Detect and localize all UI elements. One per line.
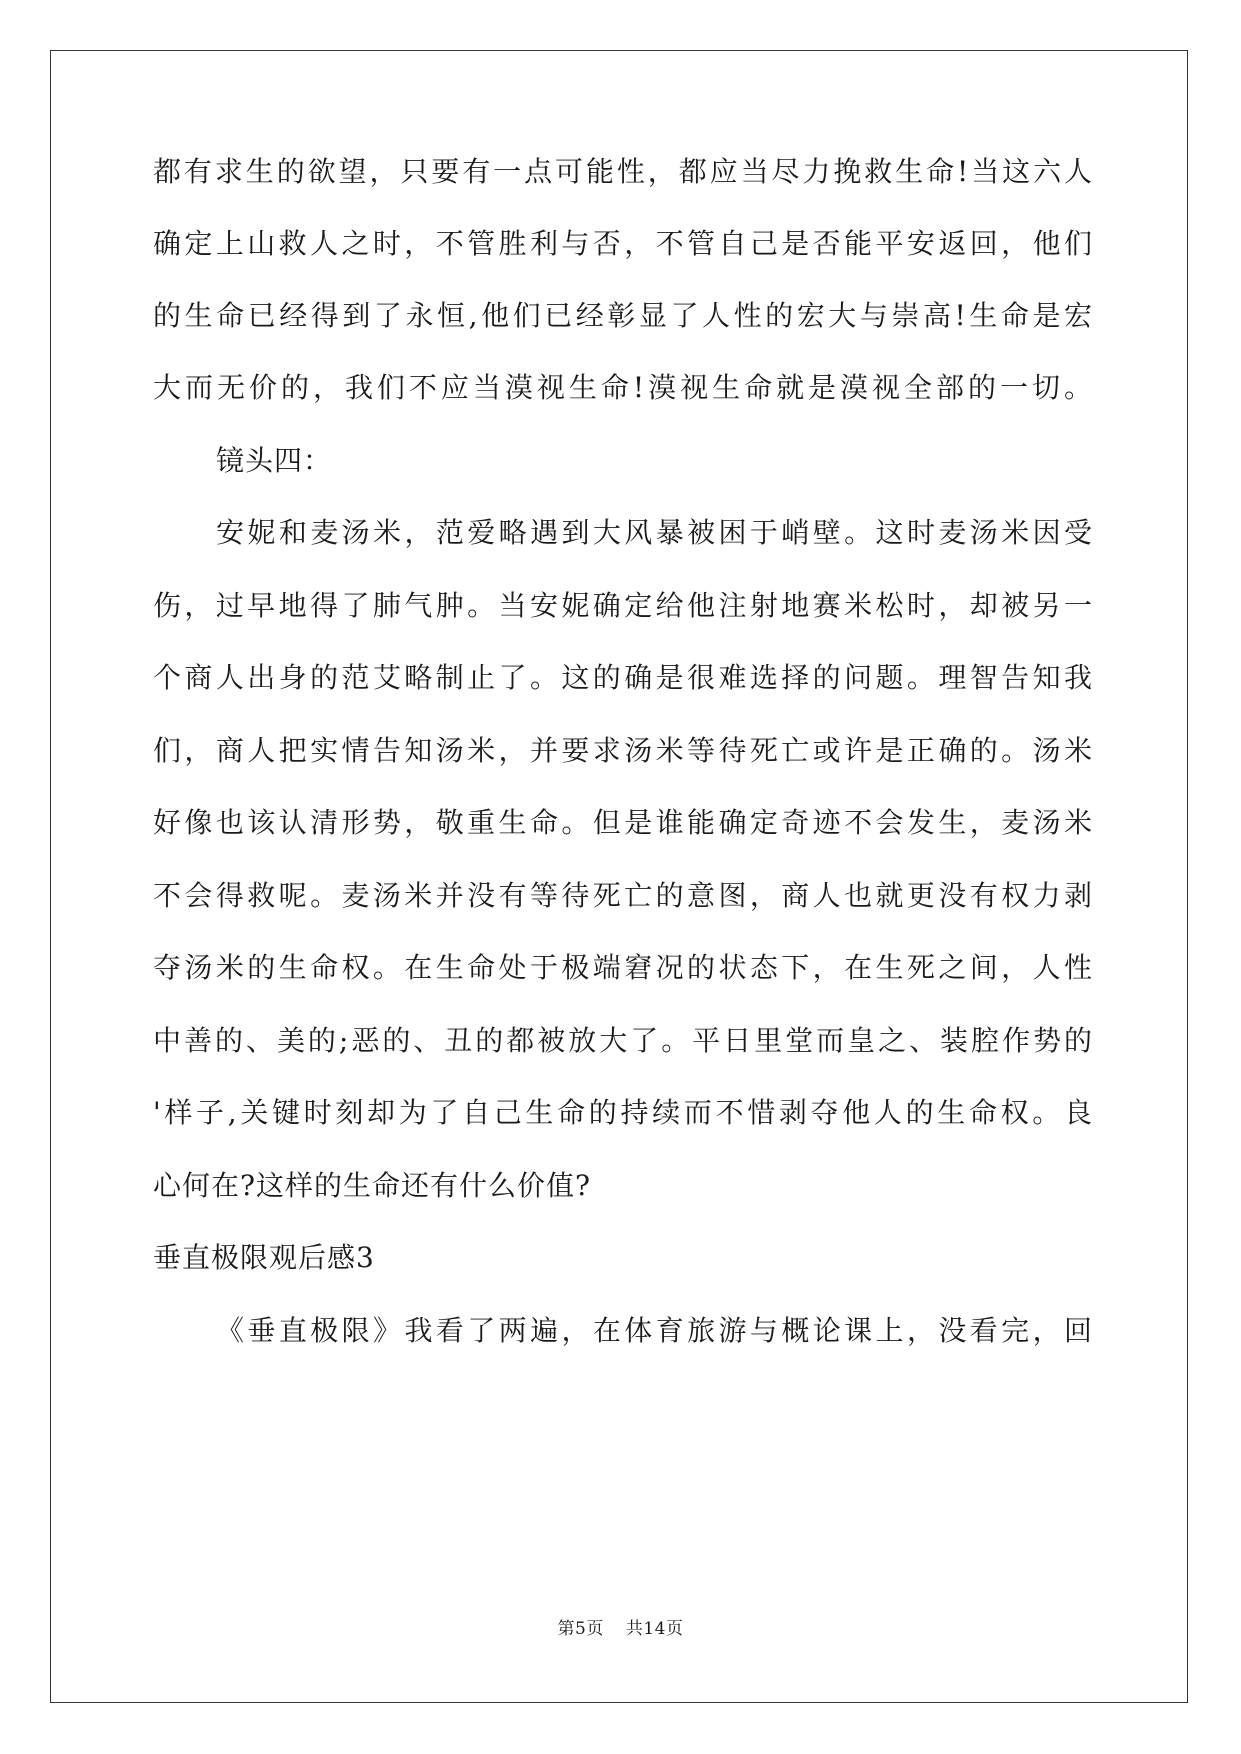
section-heading: 镜头四： <box>216 444 333 477</box>
body-text-line: 夺汤米的生命权。在生命处于极端窘况的状态下，在生死之间，人性 <box>153 951 1093 984</box>
article-title: 垂直极限观后感3 <box>153 1241 375 1274</box>
body-text-line: 都有求生的欲望，只要有一点可能性，都应当尽力挽救生命!当这六人 <box>153 155 1093 188</box>
body-text-line: 个商人出身的范艾略制止了。这的确是很难选择的问题。理智告知我 <box>153 661 1093 694</box>
body-text-line: 的生命已经得到了永恒,他们已经彰显了人性的宏大与崇高!生命是宏 <box>153 299 1093 332</box>
body-text-line: 好像也该认清形势，敬重生命。但是谁能确定奇迹不会发生，麦汤米 <box>153 806 1093 839</box>
body-text-line: 不会得救呢。麦汤米并没有等待死亡的意图，商人也就更没有权力剥 <box>153 879 1093 912</box>
body-text-line: '样子,关键时刻却为了自己生命的持续而不惜剥夺他人的生命权。良 <box>153 1096 1093 1129</box>
body-text-line: 安妮和麦汤米，范爱略遇到大风暴被困于峭壁。这时麦汤米因受 <box>216 516 1093 549</box>
body-text-line: 心何在?这样的生命还有什么价值? <box>153 1169 592 1202</box>
body-text-line: 中善的、美的;恶的、丑的都被放大了。平日里堂而皇之、装腔作势的 <box>153 1024 1093 1057</box>
body-text-line: 们，商人把实情告知汤米，并要求汤米等待死亡或许是正确的。汤米 <box>153 734 1093 767</box>
body-text-line: 大而无价的，我们不应当漠视生命!漠视生命就是漠视全部的一切。 <box>153 371 1093 404</box>
page-number: 第5页 <box>557 1619 604 1639</box>
page-footer <box>0 1618 1241 1640</box>
page-total: 共14页 <box>625 1619 684 1639</box>
body-text-line: 《垂直极限》我看了两遍，在体育旅游与概论课上，没看完，回 <box>216 1314 1093 1347</box>
body-text-line: 确定上山救人之时，不管胜利与否，不管自己是否能平安返回，他们 <box>153 227 1093 260</box>
body-text-line: 伤，过早地得了肺气肿。当安妮确定给他注射地赛米松时，却被另一 <box>153 589 1093 622</box>
